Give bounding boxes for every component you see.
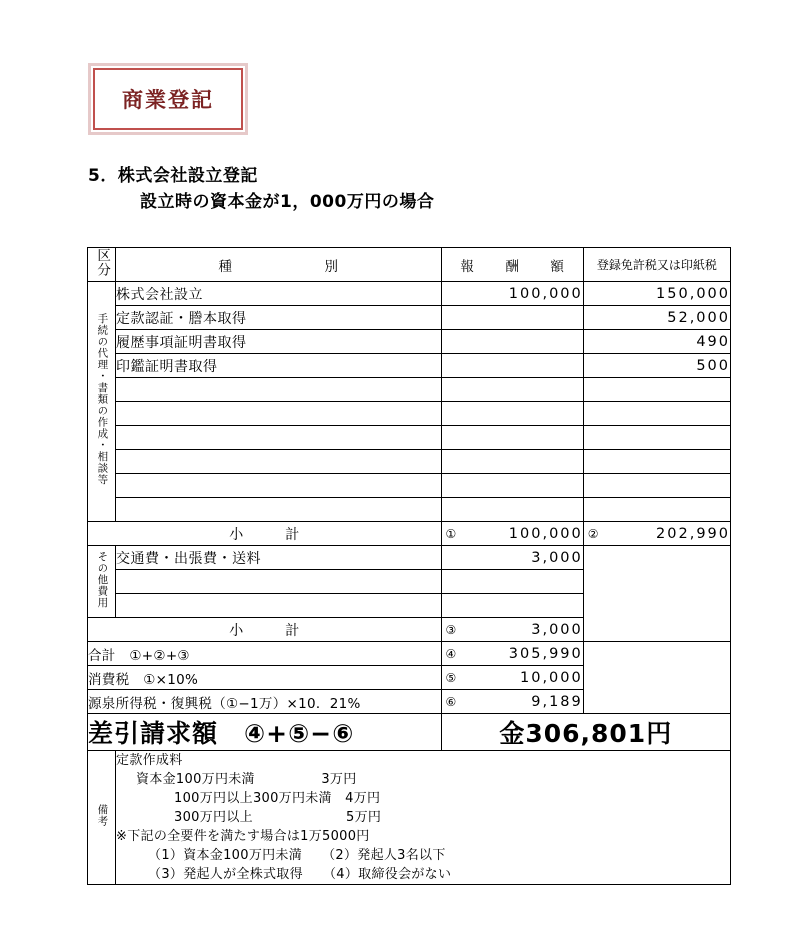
remarks-row (88, 751, 731, 885)
mark-3: ③ (445, 622, 457, 637)
row-tax: 500 (583, 354, 730, 378)
row-fee: 100,000 (441, 282, 583, 306)
table-row (88, 282, 731, 306)
badge-inner-frame (93, 68, 243, 130)
total-label: 消費税 ①×10% (88, 666, 442, 690)
row-type: 株式会社設立 (116, 282, 442, 306)
table-row (88, 402, 731, 426)
subtotal-tax: ② 202,990 (583, 522, 730, 546)
table-row (88, 354, 731, 378)
subtotal-label: 小 計 (88, 522, 442, 546)
table-row (88, 426, 731, 450)
mark-5: ⑤ (445, 670, 457, 685)
table-row (88, 546, 731, 570)
remark-line: 資本金100万円未満 3万円 (136, 772, 357, 788)
category-label-remarks: 備考 (88, 751, 116, 885)
row-tax (583, 378, 730, 402)
table-row (88, 498, 731, 522)
row-fee (441, 450, 583, 474)
table-row (88, 450, 731, 474)
row-tax (583, 402, 730, 426)
row-tax: 52,000 (583, 306, 730, 330)
row-tax (583, 474, 730, 498)
header-kubun: 区分 (88, 248, 116, 282)
page-title (88, 163, 728, 215)
mark-1: ① (445, 526, 457, 541)
category-label-procedures: 手続の代理・書類の作成・相談等 (88, 282, 116, 522)
remarks-content (116, 751, 731, 885)
header-fee: 報 酬 額 (441, 248, 583, 282)
remark-line: 100万円以上300万円未満 4万円 (174, 791, 381, 807)
table-header-row (88, 248, 731, 282)
remark-line: 300万円以上 5万円 (174, 810, 382, 826)
row-fee (441, 594, 583, 618)
row-tax (583, 426, 730, 450)
title-line-2: 設立時の資本金が1，000万円の場合 (140, 192, 435, 212)
table-row (88, 330, 731, 354)
row-fee (441, 402, 583, 426)
table-row (88, 474, 731, 498)
mark-4: ④ (445, 646, 457, 661)
row-type (116, 450, 442, 474)
header-tax: 登録免許税又は印紙税 (583, 248, 730, 282)
row-type: 交通費・出張費・送料 (116, 546, 442, 570)
total-label: 合計 ①+②+③ (88, 642, 442, 666)
grand-total-value: 金306,801円 (441, 714, 730, 751)
row-tax: 490 (583, 330, 730, 354)
row-type (116, 594, 442, 618)
remark-line: ※下記の全要件を満たす場合は1万5000円 (116, 829, 370, 845)
row-fee (441, 474, 583, 498)
remark-line: （3）発起人が全株式取得 （4）取締役会がない (148, 867, 452, 883)
row-fee (441, 378, 583, 402)
subtotal-label: 小 計 (88, 618, 442, 642)
commercial-registration-badge (88, 63, 248, 135)
remark-line: （1）資本金100万円未満 （2）発起人3名以下 (148, 848, 446, 864)
row-type (116, 498, 442, 522)
mark-2: ② (587, 526, 599, 541)
mark-6: ⑥ (445, 694, 457, 709)
row-type (116, 402, 442, 426)
subtotal-row-procedures (88, 522, 731, 546)
row-fee (441, 330, 583, 354)
badge-label: 商業登記 (122, 88, 214, 112)
grand-total-row (88, 714, 731, 751)
row-fee (441, 354, 583, 378)
total-value: ⑥ 9,189 (441, 690, 583, 714)
row-type: 定款認証・謄本取得 (116, 306, 442, 330)
row-type (116, 474, 442, 498)
category-label-other-costs: その他費用 (88, 546, 116, 618)
row-type: 履歴事項証明書取得 (116, 330, 442, 354)
row-tax (583, 498, 730, 522)
row-type (116, 378, 442, 402)
row-fee (441, 498, 583, 522)
row-type: 印鑑証明書取得 (116, 354, 442, 378)
title-line-1: 5．株式会社設立登記 (88, 166, 258, 186)
row-fee: 3,000 (441, 546, 583, 570)
table-row (88, 306, 731, 330)
other-costs-tax-blank (583, 546, 730, 642)
total-row (88, 642, 731, 666)
row-fee (441, 426, 583, 450)
subtotal-fee: ③ 3,000 (441, 618, 583, 642)
remark-line: 定款作成料 (116, 753, 183, 769)
total-value: ④ 305,990 (441, 642, 583, 666)
header-type: 種 別 (116, 248, 442, 282)
total-value: ⑤ 10,000 (441, 666, 583, 690)
row-fee (441, 306, 583, 330)
row-fee (441, 570, 583, 594)
total-label: 源泉所得税・復興税（①−1万）×10．21% (88, 690, 442, 714)
table-row (88, 378, 731, 402)
totals-tax-blank (583, 642, 730, 714)
fee-table (87, 247, 731, 885)
subtotal-fee: ① 100,000 (441, 522, 583, 546)
row-type (116, 426, 442, 450)
grand-total-label: 差引請求額 ④+⑤−⑥ (88, 714, 442, 751)
row-tax: 150,000 (583, 282, 730, 306)
row-type (116, 570, 442, 594)
row-tax (583, 450, 730, 474)
